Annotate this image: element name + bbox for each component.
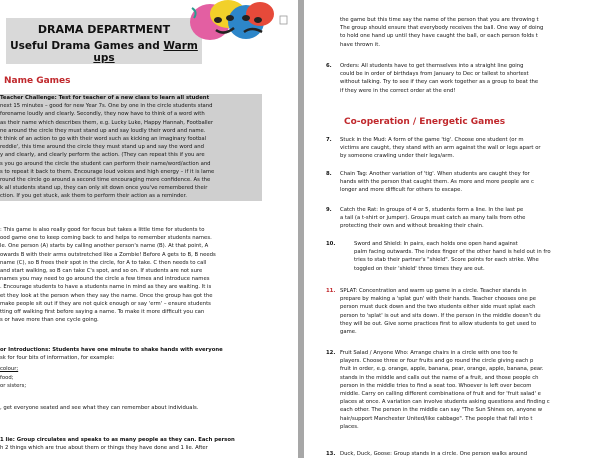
game-line: hands with the person that caught them. As more and more people are c [340, 179, 534, 186]
game-line: Fruit Salad / Anyone Who: Arrange chairs in a circle with one too fe [340, 350, 518, 356]
game-line: middle. Carry on calling different combinations of fruit and for 'fruit salad' e [340, 391, 541, 398]
zombie-line: make people sit out if they are not quick enough or say 'erm' – ensure students [0, 300, 211, 307]
game-line: Stuck in the Mud: A form of the game 'tig'. Choose one student (or m [340, 137, 524, 143]
item-number: 9. [326, 207, 332, 213]
game-line: players. Choose three or four fruits and go round the circle giving each p [340, 358, 534, 365]
game-line: Catch the Rat: In groups of 4 or 5, students form a line. In the last pe [340, 207, 524, 213]
game-line: places. [340, 423, 359, 430]
previous-game-continued [340, 16, 610, 49]
zombie-line: et they look at the person when they say the name. Once the group has got the [0, 292, 213, 299]
truths-lie-block [0, 436, 262, 452]
teacher-line: round the circle go around a second time encouraging more confidence. As the [0, 177, 211, 184]
right-document-page [304, 0, 611, 458]
lie-line: 1 lie: Group circulates and speaks to as many people as they can. Each person [0, 437, 235, 443]
theatre-masks-logo [188, 0, 288, 46]
lie-line: h 2 things which are true about them or things they have done and 1 lie. After [0, 445, 208, 452]
game-line: places at once. A variation can involve students asking questions and finding c [340, 399, 550, 406]
zombie-block [0, 226, 262, 324]
zombie-line: : This game is also really good for focus but takes a little time for students to [0, 227, 205, 233]
game-line: person must duck down and the two students either side must splat each [340, 304, 536, 311]
department-title: DRAMA DEPARTMENT [37, 23, 171, 36]
item-number: 10. [326, 241, 336, 247]
teacher-line: forename loudly and clearly. Secondly, they now have to think of a word with [0, 111, 205, 118]
teacher-line: ction. If you get stuck, ask them to perform their action as a reminder. [0, 193, 187, 200]
teacher-line: t think of an action to go with their word such as kicking an imaginary footbal [0, 136, 207, 143]
game-line: protecting their own and without breaking their chain. [340, 223, 484, 230]
game-line: tries to stab their partner's "shield". Score points for each strike. Whe [354, 257, 539, 264]
continued-line: have thrown it. [340, 41, 381, 48]
teacher-line: y and clearly, and clearly perform the action. (They can repeat this if you are [0, 152, 205, 159]
game-line: SPLAT: Concentration and warm up game in a circle. Teacher stands in [340, 288, 527, 294]
zombie-line: . Encourage students to have a students name in mind as they are waiting. It is [0, 284, 212, 291]
teacher-line: reddie', this time around the circle they must stand up and say the word and [0, 144, 205, 151]
document-title [6, 40, 202, 64]
orders-line: Orders: All students have to get themselves into a straight line going [340, 63, 524, 69]
zombie-line: names you may need to go around the circle a few times and introduce names [0, 276, 210, 283]
game-line: hair/support Manchester United/like cabbage". The people that fall into t [340, 415, 533, 422]
teacher-challenge-block [0, 94, 262, 201]
teacher-line: next 15 minutes – good for new Year 7s. One by one in the circle students stand [0, 103, 213, 110]
game-line: fruit in order, e.g. orange, apple, banana, pear, orange, apple, banana, pear. [340, 366, 544, 373]
item-number: 13. [326, 451, 336, 457]
intro-line: sk for four bits of information, for example: [0, 355, 115, 362]
game-line: they will be out. Give some practices first to allow students to get used to [340, 320, 537, 327]
game-line: victims are caught, they stand with an arm against the wall or legs apart or [340, 145, 541, 152]
orders-line: without talking. Try to see if they can work together as a group to beat the [340, 79, 539, 86]
orders-line: could be in order of birthdays from January to Dec or tallest to shortest [340, 71, 529, 78]
game-line: stands in the middle and calls out the name of a fruit, and those people ch [340, 374, 539, 381]
zombie-line: tting off walking first before saying a name. To make it more difficult you can [0, 309, 205, 316]
game-line: person to 'splat' is out and sits down. If the person in the middle doesn't du [340, 312, 541, 319]
intro-end-line: , get everyone seated and see what they can remember about individuals. [0, 405, 199, 412]
zombie-line: owards B with their arms outstretched like a Zombie! Before A gets to B, B needs [0, 251, 216, 258]
title-box [6, 18, 202, 64]
intro-line: food; [0, 374, 14, 381]
item-number: 8. [326, 171, 332, 177]
section-cooperation-games: Co-operation / Energetic Games [344, 117, 506, 127]
game-line: palm facing outwards. The index finger of the other hand is held out in fro [354, 249, 551, 256]
intro-line: or Introductions: Students have one minute to shake hands with everyone [0, 347, 223, 353]
continued-line: to hold one hand up until they have caught the ball, or each person folds t [340, 33, 538, 40]
teacher-line: ne around the circle they must stand up and say loudly their word and name. [0, 127, 206, 134]
game-line: game. [340, 329, 357, 336]
intro-line: or sisters; [0, 382, 27, 389]
zombie-line: and start walking, so B can take C's spot, and so on. If students are not sure [0, 268, 203, 275]
intro-line: colour; [0, 366, 19, 373]
game-line: each other. The person in the middle can say "The Sun Shines on, anyone w [340, 407, 543, 414]
game-line: by someone crawling under their legs/arm. [340, 153, 455, 160]
item-number: 6. [326, 63, 332, 69]
game-line: person in the middle tries to find a seat too. Whoever is left over becom [340, 382, 532, 389]
section-name-games: Name Games [4, 76, 71, 86]
game-line: Chain Tag: Another variation of 'tig'. When students are caught they for [340, 171, 530, 177]
item-number: 7. [326, 137, 332, 143]
teacher-line: s you go around the circle the student can perform their name/word/action and [0, 160, 211, 167]
introductions-block [0, 346, 262, 412]
teacher-line: as their name which describes them, e.g. Lucky Luke, Happy Hannah, Footballer [0, 119, 214, 126]
teacher-line: s to repeat it back to them. Encourage loud voices and high energy – if it is lame [0, 168, 215, 175]
teacher-line: k all students stand up, they can only sit down once you've remembered their [0, 185, 208, 192]
orders-line: if they were in the correct order at the end! [340, 87, 456, 94]
left-document-page [0, 0, 298, 458]
zombie-line: s or have more than one cycle going. [0, 317, 99, 324]
game-line: prepare by making a 'splat gun' with their hands. Teacher chooses one pe [340, 296, 537, 303]
game-line: a tail (a t-shirt or jumper). Groups must catch as many tails from othe [340, 215, 526, 222]
zombie-line: name (C), so B frees their spot in the circle, for A to take. C then needs to call [0, 259, 207, 266]
item-number: 12. [326, 350, 336, 356]
continued-line: the game but this time say the name of the person that you are throwing t [340, 17, 539, 23]
game-line: Duck, Duck, Goose: Group stands in a circle. One person walks around [340, 451, 528, 457]
game-line: longer and more difficult for others to escape. [340, 187, 463, 194]
document-title-main: Useful Drama Games and [10, 40, 164, 52]
item-number: 11. [326, 288, 336, 294]
document-title-underlined: Warm ups [93, 40, 198, 64]
game-line: Sword and Shield: In pairs, each holds one open hand against [354, 241, 518, 247]
teacher-line: Teacher Challenge: Test for teacher of a new class to learn all student [0, 95, 210, 101]
zombie-line: ood game one to keep coming back to and helps to remember students names. [0, 235, 212, 242]
game-line: toggled on their 'shield' three times they are out. [354, 265, 485, 272]
continued-line: The group should ensure that everybody receives the ball. One way of doing [340, 25, 544, 32]
zombie-line: le. One person (A) starts by calling another person's name (B). At that point, A [0, 243, 209, 250]
